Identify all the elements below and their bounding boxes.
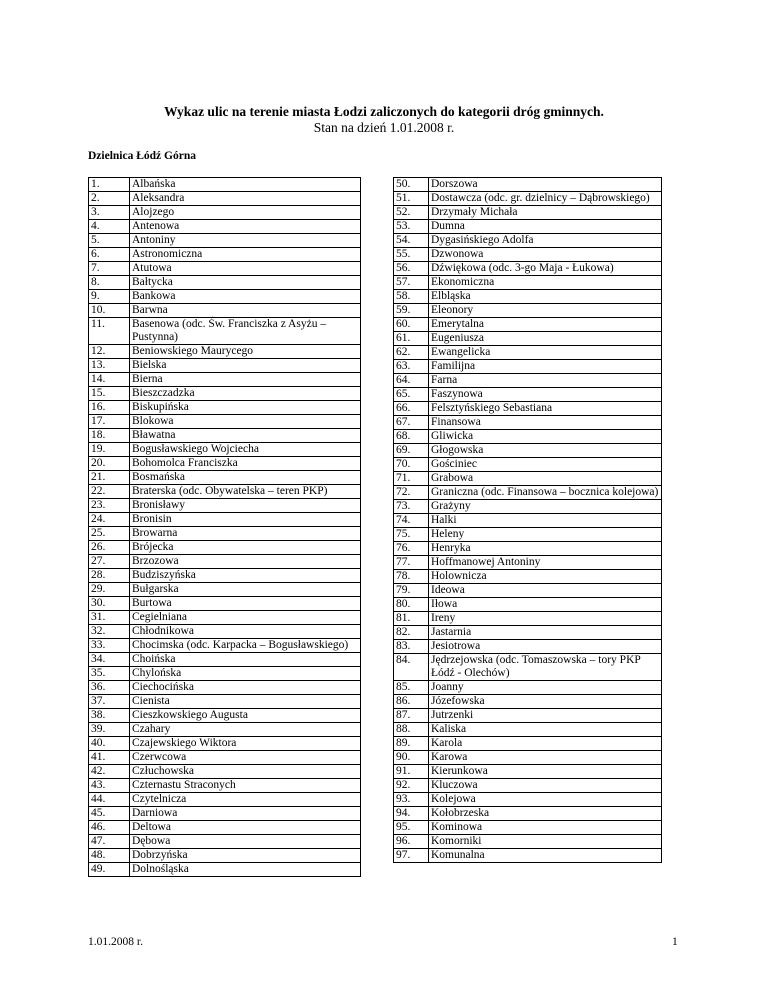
street-name: Czajewskiego Wiktora xyxy=(130,737,361,751)
street-name: Gościniec xyxy=(429,458,662,472)
street-name: Drzymały Michała xyxy=(429,206,662,220)
row-number: 3. xyxy=(89,206,130,220)
table-row xyxy=(394,458,662,472)
row-number: 47. xyxy=(89,835,130,849)
table-row xyxy=(89,667,361,681)
table-row xyxy=(394,556,662,570)
street-name: Atutowa xyxy=(130,262,361,276)
table-row xyxy=(89,373,361,387)
street-name: Dumna xyxy=(429,220,662,234)
table-row xyxy=(89,345,361,359)
row-number: 20. xyxy=(89,457,130,471)
row-number: 91. xyxy=(394,765,429,779)
street-name: Kołobrzeska xyxy=(429,807,662,821)
table-row xyxy=(89,485,361,499)
row-number: 49. xyxy=(89,863,130,877)
row-number: 22. xyxy=(89,485,130,499)
row-number: 71. xyxy=(394,472,429,486)
table-row xyxy=(394,178,662,192)
table-row xyxy=(394,388,662,402)
table-row xyxy=(394,640,662,654)
table-row xyxy=(89,220,361,234)
table-row xyxy=(394,234,662,248)
table-row xyxy=(394,500,662,514)
table-row xyxy=(89,807,361,821)
row-number: 85. xyxy=(394,681,429,695)
row-number: 45. xyxy=(89,807,130,821)
row-number: 34. xyxy=(89,653,130,667)
row-number: 15. xyxy=(89,387,130,401)
street-name: Bierna xyxy=(130,373,361,387)
row-number: 23. xyxy=(89,499,130,513)
street-table-right xyxy=(393,177,662,863)
street-name: Elbląska xyxy=(429,290,662,304)
row-number: 30. xyxy=(89,597,130,611)
row-number: 38. xyxy=(89,709,130,723)
row-number: 65. xyxy=(394,388,429,402)
street-name: Finansowa xyxy=(429,416,662,430)
street-name: Jastarnia xyxy=(429,626,662,640)
table-row xyxy=(394,807,662,821)
street-name: Farna xyxy=(429,374,662,388)
table-row xyxy=(394,542,662,556)
row-number: 5. xyxy=(89,234,130,248)
table-row xyxy=(394,626,662,640)
row-number: 64. xyxy=(394,374,429,388)
table-row xyxy=(89,653,361,667)
table-row xyxy=(89,513,361,527)
street-name: Eleonory xyxy=(429,304,662,318)
row-number: 77. xyxy=(394,556,429,570)
row-number: 72. xyxy=(394,486,429,500)
table-row xyxy=(89,681,361,695)
row-number: 16. xyxy=(89,401,130,415)
table-row xyxy=(394,290,662,304)
street-name: Bławatna xyxy=(130,429,361,443)
street-name: Czahary xyxy=(130,723,361,737)
table-row xyxy=(394,206,662,220)
street-name: Bronisławy xyxy=(130,499,361,513)
row-number: 86. xyxy=(394,695,429,709)
row-number: 14. xyxy=(89,373,130,387)
row-number: 8. xyxy=(89,276,130,290)
row-number: 12. xyxy=(89,345,130,359)
street-name: Braterska (odc. Obywatelska – teren PKP) xyxy=(130,485,361,499)
street-name: Cieszkowskiego Augusta xyxy=(130,709,361,723)
row-number: 21. xyxy=(89,471,130,485)
table-row xyxy=(89,304,361,318)
table-row xyxy=(394,793,662,807)
table-row xyxy=(394,584,662,598)
table-row xyxy=(89,611,361,625)
row-number: 61. xyxy=(394,332,429,346)
street-name: Halki xyxy=(429,514,662,528)
table-row xyxy=(89,765,361,779)
table-row xyxy=(394,262,662,276)
row-number: 29. xyxy=(89,583,130,597)
table-row xyxy=(89,821,361,835)
row-number: 78. xyxy=(394,570,429,584)
table-row xyxy=(89,471,361,485)
street-name: Choińska xyxy=(130,653,361,667)
street-name: Ireny xyxy=(429,612,662,626)
table-row xyxy=(394,416,662,430)
street-name: Chylońska xyxy=(130,667,361,681)
table-row xyxy=(394,849,662,863)
table-row xyxy=(89,429,361,443)
table-row xyxy=(394,444,662,458)
row-number: 4. xyxy=(89,220,130,234)
row-number: 27. xyxy=(89,555,130,569)
row-number: 18. xyxy=(89,429,130,443)
row-number: 36. xyxy=(89,681,130,695)
table-row xyxy=(394,779,662,793)
street-name: Chocimska (odc. Karpacka – Bogusławskiego) xyxy=(130,639,361,653)
table-row xyxy=(89,527,361,541)
street-name: Darniowa xyxy=(130,807,361,821)
row-number: 73. xyxy=(394,500,429,514)
table-row xyxy=(394,654,662,681)
title-line-2: Stan na dzień 1.01.2008 r. xyxy=(313,120,455,135)
row-number: 93. xyxy=(394,793,429,807)
street-name: Brzozowa xyxy=(130,555,361,569)
row-number: 7. xyxy=(89,262,130,276)
document-title xyxy=(0,104,768,136)
street-name: Kluczowa xyxy=(429,779,662,793)
street-name: Eugeniusza xyxy=(429,332,662,346)
table-row xyxy=(394,514,662,528)
table-row xyxy=(394,402,662,416)
table-row xyxy=(89,751,361,765)
street-name: Bałtycka xyxy=(130,276,361,290)
row-number: 68. xyxy=(394,430,429,444)
row-number: 48. xyxy=(89,849,130,863)
row-number: 41. xyxy=(89,751,130,765)
table-row xyxy=(394,304,662,318)
table-row xyxy=(89,178,361,192)
table-row xyxy=(89,835,361,849)
street-name: Basenowa (odc. Św. Franciszka z Asyżu – Pustynna) xyxy=(130,318,361,345)
row-number: 63. xyxy=(394,360,429,374)
row-number: 59. xyxy=(394,304,429,318)
table-row xyxy=(394,430,662,444)
street-name: Ewangelicka xyxy=(429,346,662,360)
page-number: 1 xyxy=(672,936,678,948)
table-row xyxy=(394,528,662,542)
table-row xyxy=(89,234,361,248)
street-name: Biskupińska xyxy=(130,401,361,415)
table-row xyxy=(394,276,662,290)
row-number: 46. xyxy=(89,821,130,835)
street-name: Dobrzyńska xyxy=(130,849,361,863)
street-name: Bronisin xyxy=(130,513,361,527)
street-name: Dostawcza (odc. gr. dzielnicy – Dąbrowskiego) xyxy=(429,192,662,206)
street-name: Alojzego xyxy=(130,206,361,220)
street-name: Deltowa xyxy=(130,821,361,835)
street-name: Astronomiczna xyxy=(130,248,361,262)
row-number: 66. xyxy=(394,402,429,416)
table-row xyxy=(394,192,662,206)
row-number: 13. xyxy=(89,359,130,373)
row-number: 56. xyxy=(394,262,429,276)
row-number: 84. xyxy=(394,654,429,681)
street-name: Graniczna (odc. Finansowa – bocznica kolejowa) xyxy=(429,486,662,500)
street-name: Człuchowska xyxy=(130,765,361,779)
row-number: 37. xyxy=(89,695,130,709)
table-row xyxy=(89,541,361,555)
street-name: Familijna xyxy=(429,360,662,374)
table-row xyxy=(89,359,361,373)
table-row xyxy=(394,570,662,584)
street-name: Iłowa xyxy=(429,598,662,612)
street-name: Dolnośląska xyxy=(130,863,361,877)
table-row xyxy=(89,290,361,304)
table-row xyxy=(394,821,662,835)
table-row xyxy=(89,192,361,206)
row-number: 9. xyxy=(89,290,130,304)
street-name: Głogowska xyxy=(429,444,662,458)
row-number: 2. xyxy=(89,192,130,206)
row-number: 28. xyxy=(89,569,130,583)
table-row xyxy=(394,318,662,332)
row-number: 60. xyxy=(394,318,429,332)
table-row xyxy=(89,723,361,737)
street-name: Grabowa xyxy=(429,472,662,486)
table-row xyxy=(394,598,662,612)
row-number: 25. xyxy=(89,527,130,541)
table-row xyxy=(394,751,662,765)
row-number: 32. xyxy=(89,625,130,639)
street-name: Emerytalna xyxy=(429,318,662,332)
table-row xyxy=(89,457,361,471)
street-name: Kaliska xyxy=(429,723,662,737)
street-name: Jutrzenki xyxy=(429,709,662,723)
row-number: 88. xyxy=(394,723,429,737)
title-line-1: Wykaz ulic na terenie miasta Łodzi zaliczonych do kategorii dróg gminnych. xyxy=(164,104,604,119)
row-number: 82. xyxy=(394,626,429,640)
table-row xyxy=(89,583,361,597)
street-name: Burtowa xyxy=(130,597,361,611)
table-row xyxy=(394,486,662,500)
table-row xyxy=(89,709,361,723)
row-number: 83. xyxy=(394,640,429,654)
street-name: Bohomolca Franciszka xyxy=(130,457,361,471)
row-number: 11. xyxy=(89,318,130,345)
table-row xyxy=(89,639,361,653)
table-row xyxy=(394,248,662,262)
table-row xyxy=(89,569,361,583)
street-name: Faszynowa xyxy=(429,388,662,402)
row-number: 97. xyxy=(394,849,429,863)
row-number: 57. xyxy=(394,276,429,290)
table-row xyxy=(394,612,662,626)
table-row xyxy=(89,737,361,751)
street-name: Komunalna xyxy=(429,849,662,863)
row-number: 80. xyxy=(394,598,429,612)
row-number: 54. xyxy=(394,234,429,248)
street-name: Albańska xyxy=(130,178,361,192)
street-name: Czternastu Straconych xyxy=(130,779,361,793)
row-number: 67. xyxy=(394,416,429,430)
street-name: Bogusławskiego Wojciecha xyxy=(130,443,361,457)
row-number: 69. xyxy=(394,444,429,458)
table-row xyxy=(89,555,361,569)
street-name: Grażyny xyxy=(429,500,662,514)
row-number: 81. xyxy=(394,612,429,626)
table-row xyxy=(89,262,361,276)
table-row xyxy=(89,625,361,639)
street-name: Ideowa xyxy=(429,584,662,598)
street-name: Jesiotrowa xyxy=(429,640,662,654)
row-number: 62. xyxy=(394,346,429,360)
row-number: 95. xyxy=(394,821,429,835)
row-number: 19. xyxy=(89,443,130,457)
table-row xyxy=(394,765,662,779)
street-name: Dźwiękowa (odc. 3-go Maja - Łukowa) xyxy=(429,262,662,276)
table-row xyxy=(89,793,361,807)
street-name: Hoffmanowej Antoniny xyxy=(429,556,662,570)
row-number: 26. xyxy=(89,541,130,555)
row-number: 89. xyxy=(394,737,429,751)
row-number: 42. xyxy=(89,765,130,779)
street-name: Browarna xyxy=(130,527,361,541)
street-name: Ciechocińska xyxy=(130,681,361,695)
table-row xyxy=(89,443,361,457)
table-row xyxy=(89,779,361,793)
row-number: 50. xyxy=(394,178,429,192)
row-number: 51. xyxy=(394,192,429,206)
street-table-left xyxy=(88,177,361,877)
street-name: Karowa xyxy=(429,751,662,765)
row-number: 44. xyxy=(89,793,130,807)
table-row xyxy=(394,681,662,695)
street-name: Dzwonowa xyxy=(429,248,662,262)
row-number: 87. xyxy=(394,709,429,723)
table-row xyxy=(89,597,361,611)
street-name: Brójecka xyxy=(130,541,361,555)
street-name: Chłodnikowa xyxy=(130,625,361,639)
row-number: 96. xyxy=(394,835,429,849)
street-name: Heleny xyxy=(429,528,662,542)
street-name: Czytelnicza xyxy=(130,793,361,807)
table-row xyxy=(394,220,662,234)
table-row xyxy=(394,374,662,388)
street-name: Bielska xyxy=(130,359,361,373)
table-row xyxy=(89,318,361,345)
street-name: Józefowska xyxy=(429,695,662,709)
street-name: Dygasińskiego Adolfa xyxy=(429,234,662,248)
row-number: 17. xyxy=(89,415,130,429)
footer-date: 1.01.2008 r. xyxy=(88,936,143,948)
street-name: Holownicza xyxy=(429,570,662,584)
table-row xyxy=(89,206,361,220)
row-number: 24. xyxy=(89,513,130,527)
street-name: Dorszowa xyxy=(429,178,662,192)
table-row xyxy=(394,709,662,723)
table-row xyxy=(89,499,361,513)
row-number: 58. xyxy=(394,290,429,304)
street-name: Blokowa xyxy=(130,415,361,429)
street-name: Karola xyxy=(429,737,662,751)
row-number: 70. xyxy=(394,458,429,472)
row-number: 75. xyxy=(394,528,429,542)
street-name: Joanny xyxy=(429,681,662,695)
row-number: 33. xyxy=(89,639,130,653)
table-row xyxy=(394,332,662,346)
row-number: 1. xyxy=(89,178,130,192)
street-name: Dębowa xyxy=(130,835,361,849)
street-name: Gliwicka xyxy=(429,430,662,444)
row-number: 94. xyxy=(394,807,429,821)
street-name: Kierunkowa xyxy=(429,765,662,779)
table-row xyxy=(89,863,361,877)
table-row xyxy=(89,248,361,262)
street-name: Bosmańska xyxy=(130,471,361,485)
street-name: Beniowskiego Maurycego xyxy=(130,345,361,359)
street-name: Jędrzejowska (odc. Tomaszowska – tory PKP Łódź - Olechów) xyxy=(429,654,662,681)
street-name: Antoniny xyxy=(130,234,361,248)
street-name: Cienista xyxy=(130,695,361,709)
table-row xyxy=(89,415,361,429)
table-row xyxy=(89,387,361,401)
street-name: Budziszyńska xyxy=(130,569,361,583)
table-row xyxy=(394,835,662,849)
row-number: 52. xyxy=(394,206,429,220)
row-number: 79. xyxy=(394,584,429,598)
table-row xyxy=(89,401,361,415)
district-heading: Dzielnica Łódź Górna xyxy=(88,150,196,162)
table-row xyxy=(394,695,662,709)
row-number: 35. xyxy=(89,667,130,681)
street-name: Bankowa xyxy=(130,290,361,304)
row-number: 10. xyxy=(89,304,130,318)
row-number: 76. xyxy=(394,542,429,556)
table-row xyxy=(394,472,662,486)
street-name: Cegielniana xyxy=(130,611,361,625)
street-name: Felsztyńskiego Sebastiana xyxy=(429,402,662,416)
street-name: Henryka xyxy=(429,542,662,556)
street-name: Czerwcowa xyxy=(130,751,361,765)
row-number: 40. xyxy=(89,737,130,751)
table-row xyxy=(89,849,361,863)
table-row xyxy=(89,695,361,709)
table-row xyxy=(394,360,662,374)
street-name: Bułgarska xyxy=(130,583,361,597)
table-row xyxy=(89,276,361,290)
row-number: 6. xyxy=(89,248,130,262)
row-number: 92. xyxy=(394,779,429,793)
street-name: Kolejowa xyxy=(429,793,662,807)
street-name: Bieszczadzka xyxy=(130,387,361,401)
street-name: Komorniki xyxy=(429,835,662,849)
street-name: Antenowa xyxy=(130,220,361,234)
row-number: 31. xyxy=(89,611,130,625)
row-number: 39. xyxy=(89,723,130,737)
row-number: 55. xyxy=(394,248,429,262)
street-name: Ekonomiczna xyxy=(429,276,662,290)
row-number: 53. xyxy=(394,220,429,234)
street-name: Barwna xyxy=(130,304,361,318)
row-number: 43. xyxy=(89,779,130,793)
table-row xyxy=(394,346,662,360)
row-number: 90. xyxy=(394,751,429,765)
table-row xyxy=(394,723,662,737)
street-name: Kominowa xyxy=(429,821,662,835)
row-number: 74. xyxy=(394,514,429,528)
street-name: Aleksandra xyxy=(130,192,361,206)
table-row xyxy=(394,737,662,751)
